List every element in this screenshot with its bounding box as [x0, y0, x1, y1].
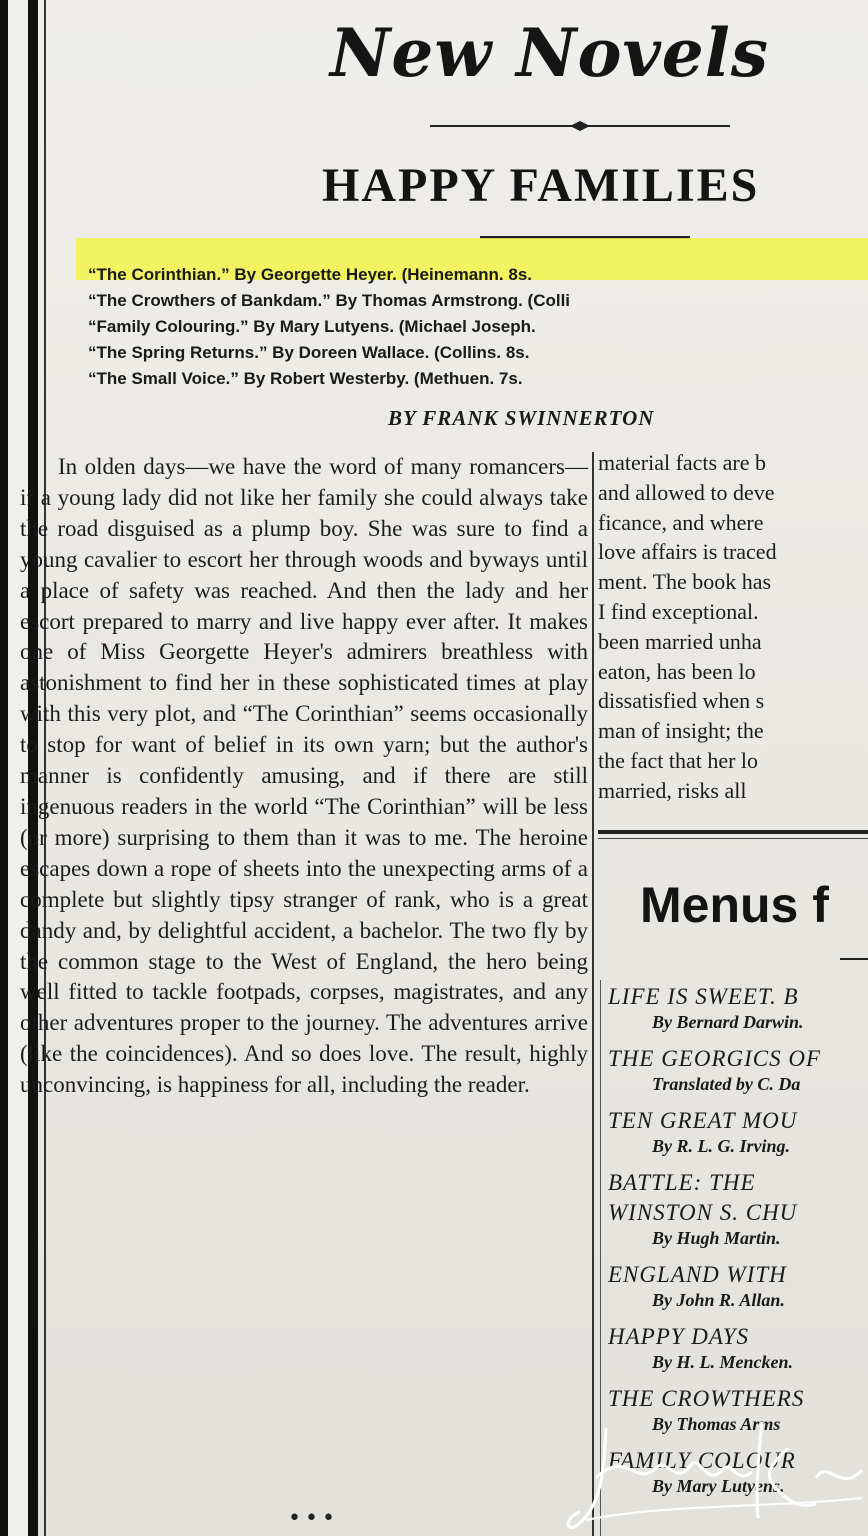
article-body: [20, 452, 588, 1101]
menu-item-title: FAMILY COLOUR: [608, 1448, 796, 1473]
column-line: ment. The book has: [598, 569, 772, 595]
menu-item-title: THE CROWTHERS: [608, 1386, 805, 1411]
menu-item-title: HAPPY DAYS: [608, 1324, 749, 1349]
book-entry: “The Small Voice.” By Robert Westerby. (Methuen. 7s.: [88, 369, 523, 388]
book-entry: “The Corinthian.” By Georgette Heyer. (Heinemann. 8s.: [88, 265, 532, 284]
article-paragraph: In olden days—we have the word of many romancers—if a young lady did not like her family she could always take the road disguised as a plump boy. She was sure to find a young cavalier to escort her through woods and byways until a place of safety was reached. And then the lady and her escort prepared to marry and live happy ever after. It makes one of Miss Georgette Heyer's admirers breathless with astonishment to find her in these sophisticated times at play with this very plot, and “The Corinthian” seems occasionally to stop for want of belief in its own yarn; but the author's manner is confidently amusing, and if there are still ingenuous readers in the world “The Corinthian” will be less (or more) surprising to them than it was to me. The heroine escapes down a rope of sheets into the unexpecting arms of a complete but slightly tipsy stranger of rank, who is a great dandy and, by delightful accident, a bachelor. The two fly by the common stage to the West of England, the hero being well fitted to tackle footpads, corpses, magistrates, and any other adventures proper to the journey. The adventures arrive (like the coincidences). And so does love. The result, highly unconvincing, is happiness for all, including the reader.: [20, 454, 588, 1098]
menu-item-author: By H. L. Mencken.: [652, 1352, 793, 1372]
menu-item: [608, 1170, 868, 1200]
book-entry: “The Spring Returns.” By Doreen Wallace. (Collins. 8s.: [88, 343, 530, 362]
column-line: love affairs is traced: [598, 539, 777, 565]
menu-item: [608, 984, 868, 1046]
continued-column: [598, 448, 868, 806]
menu-item-author: By John R. Allan.: [652, 1290, 785, 1310]
menu-item: [608, 1108, 868, 1170]
menu-item-title: LIFE IS SWEET. B: [608, 984, 799, 1009]
menu-item-author: By R. L. G. Irving.: [652, 1136, 791, 1156]
column-line: and allowed to deve: [598, 479, 775, 505]
column-line: married, risks all: [598, 777, 747, 803]
column-line: material facts are b: [598, 450, 766, 475]
column-line: man of insight; the: [598, 718, 764, 744]
menu-item-title: ENGLAND WITH: [608, 1262, 787, 1287]
column-rule-middle: [592, 452, 594, 1536]
signature-watermark: [566, 1408, 866, 1536]
menu-item: [608, 1200, 868, 1262]
menus-heading: Menus f: [640, 877, 829, 933]
menu-item-author: By Mary Lutyens.: [652, 1476, 785, 1496]
section-rule-thin: [598, 838, 868, 839]
book-list: [88, 262, 868, 392]
menu-item-title: THE GEORGICS OF: [608, 1046, 822, 1071]
menu-item: [608, 1046, 868, 1108]
menu-item-title: BATTLE: THE: [608, 1170, 756, 1195]
menu-item-author: By Hugh Martin.: [652, 1228, 781, 1248]
section-rule: [598, 830, 868, 834]
menus-rule: [840, 958, 868, 960]
menu-item-title: WINSTON S. CHU: [608, 1200, 798, 1225]
menu-item: [608, 1262, 868, 1324]
menu-item-author: By Bernard Darwin.: [652, 1012, 804, 1032]
menu-item-author: By Thomas Arms: [652, 1414, 781, 1434]
ornament-rule: [430, 120, 730, 132]
masthead-title: New Novels: [330, 14, 770, 92]
menu-item-author: Translated by C. Da: [652, 1074, 801, 1094]
section-dots: •••: [288, 1506, 339, 1531]
menu-item: [608, 1324, 868, 1386]
column-line: the fact that her lo: [598, 747, 759, 773]
column-line: been married unha: [598, 628, 762, 654]
book-entry: “Family Colouring.” By Mary Lutyens. (Michael Joseph.: [88, 317, 536, 336]
headline: HAPPY FAMILIES: [322, 159, 760, 212]
menu-item-title: TEN GREAT MOU: [608, 1108, 798, 1133]
book-entry: “The Crowthers of Bankdam.” By Thomas Armstrong. (Colli: [88, 291, 571, 310]
column-line: eaton, has been lo: [598, 658, 756, 684]
column-line: I find exceptional.: [598, 598, 759, 624]
byline: BY FRANK SWINNERTON: [388, 406, 655, 430]
column-line: dissatisfied when s: [598, 688, 765, 714]
column-line: ficance, and where: [598, 509, 764, 535]
